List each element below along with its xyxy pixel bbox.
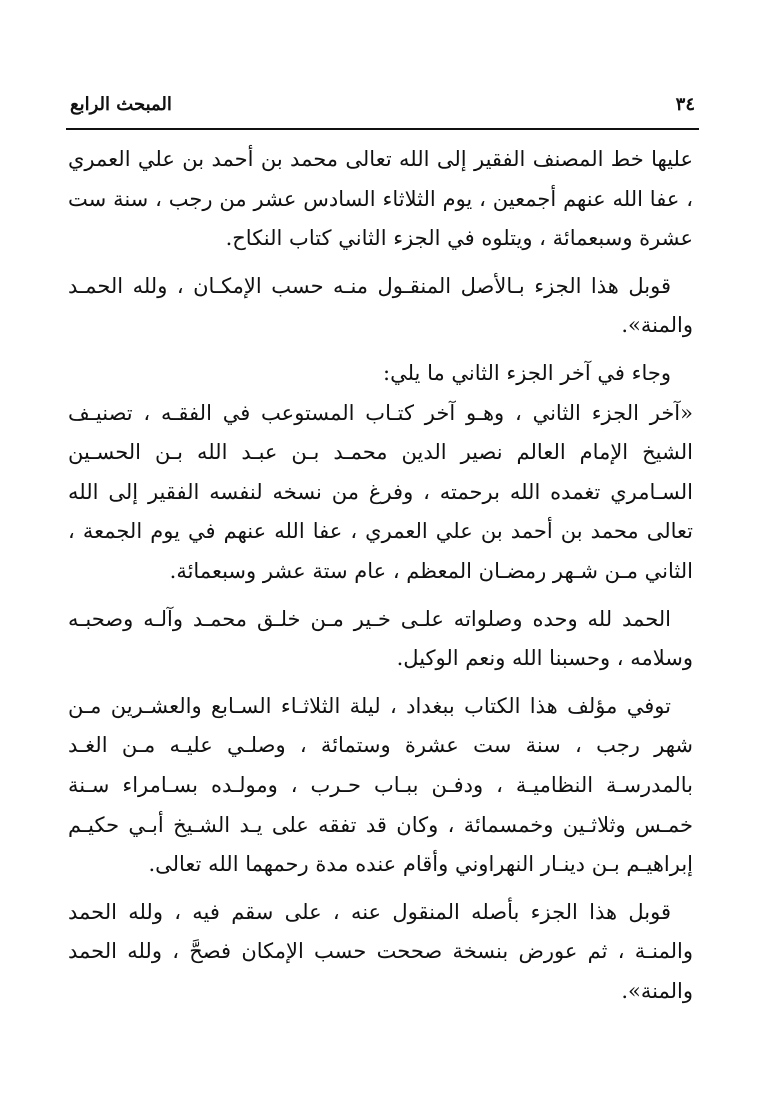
paragraph-1: عليها خط المصنف الفقير إلى الله تعالى محمد بن أحمد بن علي العمري ، عفا الله عنهم أجمعين ، يوم الثلاثاء السادس عشر من رجب ، سنة ست عشرة وسبعمائة ، ويتلوه في الجزء الثاني كتاب النكاح.	[68, 147, 693, 251]
paragraph-7: قوبل هذا الجزء بأصله المنقول عنه ، على سقم فيه ، ولله الحمد والمنـة ، ثم عورض بنسخة صححت حسب الإمكان فصحَّ ، ولله الحمد والمنة».	[68, 899, 693, 1003]
page-header	[70, 86, 695, 122]
paragraph-4: «آخر الجزء الثاني ، وهـو آخر كتـاب المستوعب في الفقـه ، تصنيـف الشيخ الإمام العالم نصير الدين محمـد بـن عبـد الله بـن الحسـين السـامري تغمده الله برحمته ، وفرغ من نسخه لنفسه الفقير إلى الله تعالى محمد بن أحمد بن علي العمري ، عفا الله عنهم في يوم الجمعة ، الثاني مـن شـهر رمضـان المعظم ، عام ستة عشر وسبعمائة.	[68, 400, 693, 583]
running-title: المبحث الرابع	[70, 93, 172, 115]
paragraph-6: توفي مؤلف هذا الكتاب ببغداد ، ليلة الثلاثـاء السـابع والعشـرين مـن شهر رجب ، سنة ست عشرة وستمائة ، وصلـي عليـه مـن الغـد بالمدرسـة النظاميـة ، ودفـن ببـاب حـرب ، ومولـده بسـامراء سـنة خمـس وثلاثـين وخمسمائة ، وكان قد تفقه على يـد الشـيخ أبـي حكيـم إبراهيـم بـن دينـار النهراوني وأقام عنده مدة رحمهما الله تعالى.	[68, 693, 693, 877]
paragraph-2: قوبل هذا الجزء بـالأصل المنقـول منـه حسب الإمكـان ، ولله الحمـد والمنة».	[68, 273, 693, 338]
body-text	[68, 140, 693, 1011]
header-rule	[66, 128, 699, 130]
paragraph-3: وجاء في آخر الجزء الثاني ما يلي:	[383, 360, 671, 385]
page-number: ٣٤	[675, 93, 695, 115]
paragraph-5: الحمد لله وحده وصلواته علـى خـير مـن خلـق محمـد وآلـه وصحبـه وسلامه ، وحسبنا الله ونعم الوكيل.	[68, 606, 693, 671]
